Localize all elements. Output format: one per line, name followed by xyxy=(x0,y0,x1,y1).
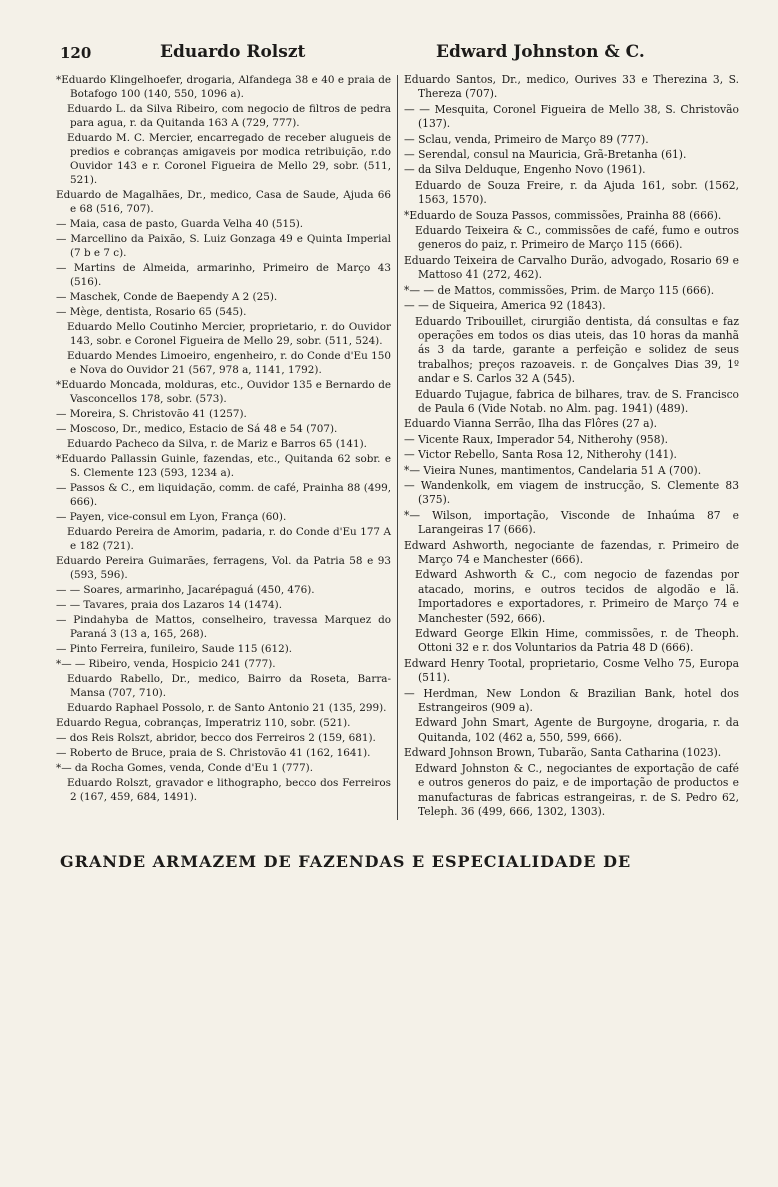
entry-text: *— — de Mattos, commissões, Prim. de Março 115 (666). xyxy=(404,283,715,297)
directory-entry xyxy=(404,388,739,417)
entry-text: — Payen, vice-consul em Lyon, França (60). xyxy=(56,511,287,523)
directory-entry xyxy=(404,762,739,820)
entry-text: Edward Henry Tootal, proprietario, Cosme Velho 75, Europa (511). xyxy=(404,656,739,685)
directory-entry xyxy=(56,320,391,348)
entry-text: Eduardo Mello Coutinho Mercier, proprietario, r. do Ouvidor 143, sobr. e Coronel Figueira de Mello 29, sobr. (511, 524). xyxy=(67,321,391,347)
directory-entry xyxy=(56,554,391,582)
entry-text: — Maia, casa de pasto, Guarda Velha 40 (515). xyxy=(56,218,304,230)
entry-text: *Eduardo Klingelhoefer, drogaria, Alfandega 38 e 40 e praia de Botafogo 100 (140, 550, 1096 a). xyxy=(56,74,391,100)
directory-entry xyxy=(56,290,391,304)
column-divider xyxy=(397,75,398,820)
directory-entry xyxy=(56,583,391,597)
directory-entry xyxy=(404,448,739,462)
entry-text: — Mège, dentista, Rosario 65 (545). xyxy=(56,306,247,318)
entry-text: — — Tavares, praia dos Lazaros 14 (1474). xyxy=(56,599,283,611)
directory-entry xyxy=(404,179,739,208)
entry-text: — — Soares, armarinho, Jacarépaguá (450, 476). xyxy=(56,584,315,596)
entry-text: Eduardo Tujague, fabrica de bilhares, trav. de S. Francisco de Paula 6 (Vide Notab. no Alm. pag. 1941) (489). xyxy=(415,387,739,415)
directory-entry xyxy=(56,731,391,745)
entry-text: — Martins de Almeida, armarinho, Primeiro de Março 43 (516). xyxy=(56,262,391,288)
directory-entry xyxy=(56,73,391,101)
entry-text: Eduardo Pereira Guimarães, ferragens, Vol. da Patria 58 e 93 (593, 596). xyxy=(56,555,391,581)
entry-text: Eduardo Tribouillet, cirurgião dentista, dá consultas e faz operações em todos os dias uteis, das 10 horas da manhã ás 3 da tarde, garante a perfeição e solidez de seus trabalhos; preços razoaveis. r. de Gonçalves Dias 39, 1º andar e S. Carlos 32 A (545). xyxy=(415,314,739,386)
directory-entry xyxy=(404,254,739,283)
entry-text: *Eduardo de Souza Passos, commissões, Prainha 88 (666). xyxy=(404,208,722,222)
directory-entry xyxy=(404,417,739,431)
directory-entry xyxy=(56,349,391,377)
directory-entry xyxy=(56,217,391,231)
entry-text: — Maschek, Conde de Baependy A 2 (25). xyxy=(56,291,278,303)
entry-text: Eduardo Regua, cobranças, Imperatriz 110, sobr. (521). xyxy=(56,717,351,729)
directory-entry xyxy=(56,481,391,509)
entry-text: — Wandenkolk, em viagem de instrucção, S. Clemente 83 (375). xyxy=(404,478,739,507)
directory-entry xyxy=(404,209,739,223)
directory-entry xyxy=(56,232,391,260)
directory-entry xyxy=(56,672,391,700)
entry-text: — Vicente Raux, Imperador 54, Nitherohy (958). xyxy=(404,432,669,446)
entry-text: Eduardo L. da Silva Ribeiro, com negocio de filtros de pedra para agua, r. da Quitanda 163 A (729, 777). xyxy=(67,103,391,129)
entry-text: — Sclau, venda, Primeiro de Março 89 (777). xyxy=(404,132,649,146)
entry-text: Edward Johnson Brown, Tubarão, Santa Catharina (1023). xyxy=(404,746,722,760)
entry-text: — Roberto de Bruce, praia de S. Christovão 41 (162, 1641). xyxy=(56,747,371,759)
entry-text: Eduardo Rolszt, gravador e lithographo, becco dos Ferreiros 2 (167, 459, 684, 1491). xyxy=(67,777,391,803)
entry-text: — Moreira, S. Christovão 41 (1257). xyxy=(56,408,247,420)
entry-text: Edward John Smart, Agente de Burgoyne, drogaria, r. da Quitanda, 102 (462 a, 550, 599, 666). xyxy=(415,716,739,744)
running-header xyxy=(60,40,720,66)
directory-entry xyxy=(404,627,739,656)
entry-text: *— — Ribeiro, venda, Hospicio 241 (777). xyxy=(56,658,276,670)
directory-entry xyxy=(56,305,391,319)
directory-entry xyxy=(56,407,391,421)
directory-entry xyxy=(56,422,391,436)
directory-entry xyxy=(404,133,739,147)
entry-text: — Marcellino da Paixão, S. Luiz Gonzaga 49 e Quinta Imperial (7 b e 7 c). xyxy=(56,233,391,259)
entry-text: — dos Reis Rolszt, abridor, becco dos Ferreiros 2 (159, 681). xyxy=(56,732,376,744)
entry-text: *— da Rocha Gomes, venda, Conde d'Eu 1 (777). xyxy=(56,762,314,774)
entry-text: — Herdman, New London & Brazilian Bank, hotel dos Estrangeiros (909 a). xyxy=(404,686,739,715)
entry-text: Eduardo Santos, Dr., medico, Ourives 33 e Therezina 3, S. Thereza (707). xyxy=(404,73,739,101)
entry-text: — Passos & C., em liquidação, comm. de café, Prainha 88 (499, 666). xyxy=(56,482,391,508)
entry-text: Edward Ashworth & C., com negocio de fazendas por atacado, morins, e outros tecidos de algodão e lã. Importadores e exportadores, r. Primeiro de Março 74 e Manchester (592, 666). xyxy=(415,568,739,625)
entry-text: Edward George Elkin Hime, commissões, r. de Theoph. Ottoni 32 e r. dos Voluntarios da Patria 48 D (666). xyxy=(415,627,739,655)
directory-entry xyxy=(404,687,739,716)
directory-entry xyxy=(404,163,739,177)
entry-text: Eduardo Pacheco da Silva, r. de Mariz e Barros 65 (141). xyxy=(67,438,367,450)
directory-entry xyxy=(56,452,391,480)
entry-text: Eduardo Vianna Serrão, Ilha das Flôres (27 a). xyxy=(404,417,658,431)
entry-text: *— Vieira Nunes, mantimentos, Candelaria 51 A (700). xyxy=(404,463,702,477)
directory-entry xyxy=(56,613,391,641)
entry-text: Eduardo Mendes Limoeiro, engenheiro, r. do Conde d'Eu 150 e Nova do Ouvidor 21 (567, 978 a, 1141, 1792). xyxy=(67,350,391,376)
directory-entry xyxy=(404,746,739,760)
directory-entry xyxy=(56,761,391,775)
directory-entry xyxy=(404,103,739,132)
directory-entry xyxy=(56,716,391,730)
directory-entry xyxy=(404,433,739,447)
directory-entry xyxy=(56,437,391,451)
directory-entry xyxy=(56,261,391,289)
directory-entry xyxy=(56,598,391,612)
directory-entry xyxy=(404,299,739,313)
directory-entry xyxy=(404,479,739,508)
entry-text: — da Silva Delduque, Engenho Novo (1961). xyxy=(404,163,646,177)
directory-entry xyxy=(404,464,739,478)
entry-text: Eduardo Teixeira & C., commissões de café, fumo e outros generos do paiz, r. Primeiro de Março 115 (666). xyxy=(415,224,739,252)
entry-text: Eduardo M. C. Mercier, encarregado de receber alugueis de predios e cobranças amigaveis por modica retribuição, r.do Ouvidor 143 e r. Coronel Figueira de Mello 29, sobr. (511, 521). xyxy=(67,132,391,186)
directory-entry xyxy=(404,284,739,298)
directory-entry xyxy=(56,102,391,130)
directory-entry xyxy=(56,131,391,187)
directory-entry xyxy=(56,701,391,715)
header-left-name: Eduardo Rolszt xyxy=(160,42,306,62)
entry-text: Eduardo Pereira de Amorim, padaria, r. do Conde d'Eu 177 A e 182 (721). xyxy=(67,526,391,552)
left-column xyxy=(56,73,391,805)
entry-text: Edward Johnston & C., negociantes de exportação de café e outros generos do paiz, e de importação de productos e manufacturas de fabricas estrangeiras, r. de S. Pedro 62, Teleph. 36 (499, 666, 1302, 1303). xyxy=(415,761,739,818)
directory-entry xyxy=(56,188,391,216)
entry-text: Eduardo de Magalhães, Dr., medico, Casa de Saude, Ajuda 66 e 68 (516, 707). xyxy=(56,189,391,215)
directory-entry xyxy=(404,539,739,568)
directory-entry xyxy=(56,378,391,406)
entry-text: *Eduardo Pallassin Guinle, fazendas, etc., Quitanda 62 sobr. e S. Clemente 123 (593, 1234 a). xyxy=(56,453,391,479)
directory-entry xyxy=(404,73,739,102)
header-right-name: Edward Johnston & C. xyxy=(436,42,645,62)
directory-entry xyxy=(404,716,739,745)
directory-entry xyxy=(404,148,739,162)
entry-text: — Moscoso, Dr., medico, Estacio de Sá 48 e 54 (707). xyxy=(56,423,338,435)
directory-entry xyxy=(56,657,391,671)
directory-entry xyxy=(56,776,391,804)
directory-entry xyxy=(404,224,739,253)
directory-entry xyxy=(56,746,391,760)
directory-entry xyxy=(404,568,739,626)
entry-text: *Eduardo Moncada, molduras, etc., Ouvidor 135 e Bernardo de Vasconcellos 178, sobr. (573). xyxy=(56,379,391,405)
entry-text: Edward Ashworth, negociante de fazendas, r. Primeiro de Março 74 e Manchester (666). xyxy=(404,538,739,566)
entry-text: Eduardo Rabello, Dr., medico, Bairro da Roseta, Barra-Mansa (707, 710). xyxy=(67,673,391,699)
right-column xyxy=(404,73,739,820)
entry-text: — Victor Rebello, Santa Rosa 12, Nitherohy (141). xyxy=(404,448,677,462)
entry-text: *— Wilson, importação, Visconde de Inhaúma 87 e Larangeiras 17 (666). xyxy=(404,508,739,537)
entry-text: Eduardo Teixeira de Carvalho Durão, advogado, Rosario 69 e Mattoso 41 (272, 462). xyxy=(404,253,739,282)
entry-text: Eduardo de Souza Freire, r. da Ajuda 161, sobr. (1562, 1563, 1570). xyxy=(415,178,739,207)
page-number: 120 xyxy=(60,44,92,62)
entry-text: — — Mesquita, Coronel Figueira de Mello 38, S. Christovão (137). xyxy=(404,102,739,131)
footer-banner: GRANDE ARMAZEM DE FAZENDAS E ESPECIALIDADE DE xyxy=(60,852,632,871)
entry-text: — Serendal, consul na Mauricia, Grã-Bretanha (61). xyxy=(404,148,687,162)
directory-entry xyxy=(56,642,391,656)
entry-text: Eduardo Raphael Possolo, r. de Santo Antonio 21 (135, 299). xyxy=(67,702,387,714)
directory-entry xyxy=(404,657,739,686)
entry-text: — — de Siqueira, America 92 (1843). xyxy=(404,299,606,313)
entry-text: — Pindahyba de Mattos, conselheiro, travessa Marquez do Paraná 3 (13 a, 165, 268). xyxy=(56,614,391,640)
directory-entry xyxy=(56,525,391,553)
directory-entry xyxy=(56,510,391,524)
directory-entry xyxy=(404,315,739,387)
directory-entry xyxy=(404,509,739,538)
entry-text: — Pinto Ferreira, funileiro, Saude 115 (612). xyxy=(56,643,293,655)
